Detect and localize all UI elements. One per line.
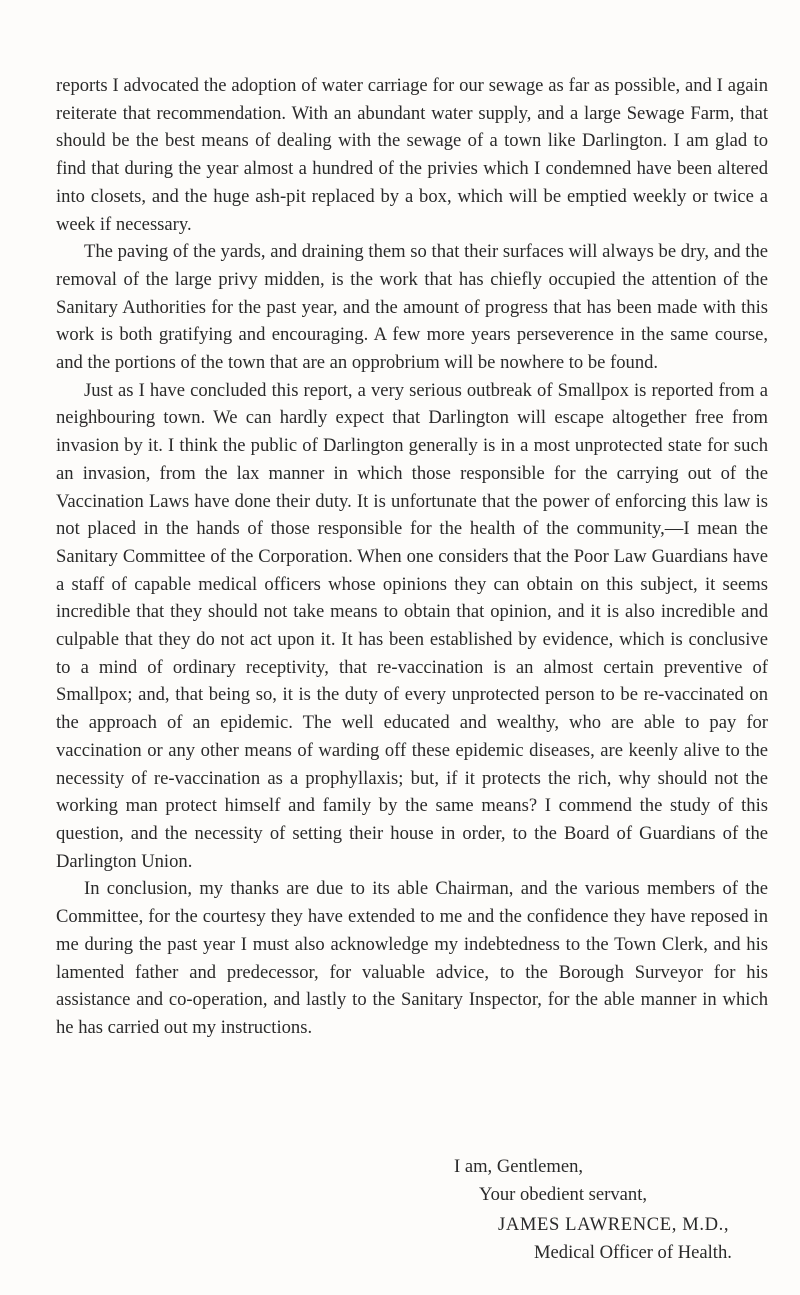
paragraph-paving-yards: The paving of the yards, and draining them so that their surfaces will always be dry, and the removal of the large privy midden, is the work that has chiefly occupied the attention of the Sanitary Authorities for the past year, and the amount of progress that has been made with this work is both gratifying and encouraging. A few more years perseverence in the same course, and the portions of the town that are an opprobrium will be nowhere to be found. [56, 241, 768, 374]
signature-name: JAMES LAWRENCE, M.D., [498, 1214, 730, 1235]
valediction: Your obedient servant, [479, 1184, 648, 1205]
paragraph-conclusion-thanks: In conclusion, my thanks are due to its able Chairman, and the various members of the Committee, for the courtesy they have extended to me and the confidence they have reposed in me during the past year I must also acknowledge my indebtedness to the Town Clerk, and his lamented father and predecessor, for valuable advice, to the Borough Surveyor for his assistance and co-operation, and lastly to the Sanitary Inspector, for the able manner in which he has carried out my instructions. [56, 878, 768, 1038]
salutation: I am, Gentlemen, [454, 1156, 584, 1177]
report-body [56, 72, 768, 1042]
paragraph-water-carriage: reports I advocated the adoption of water carriage for our sewage as far as possible, and I again reiterate that recommendation. With an abundant water supply, and a large Sewage Farm, that should be the best means of dealing with the sewage of a town like Darlington. I am glad to find that during the year almost a hundred of the privies which I condemned have been altered into closets, and the huge ash-pit replaced by a box, which will be emptied weekly or twice a week if necessary. [56, 75, 768, 235]
paragraph-smallpox-outbreak: Just as I have concluded this report, a very serious outbreak of Smallpox is reported from a neighbouring town. We can hardly expect that Darlington will escape altogether free from invasion by it. I think the public of Darlington generally is in a most unprotected state for such an invasion, from the lax manner in which those responsible for the carrying out of the Vaccination Laws have done their duty. It is unfortunate that the power of enforcing this law is not placed in the hands of those responsible for the health of the community,—I mean the Sanitary Committee of the Corporation. When one considers that the Poor Law Guardians have a staff of capable medical officers whose opinions they can obtain on this subject, it seems incredible that they should not take means to obtain that opinion, and it is also incredible and culpable that they do not act upon it. It has been established by evidence, which is conclusive to a mind of ordinary receptivity, that re-vaccination is an almost certain preventive of Smallpox; and, that being so, it is the duty of every unprotected person to be re-vaccinated on the approach of an epidemic. The well educated and wealthy, who are able to pay for vaccination or any other means of warding off these epidemic diseases, are keenly alive to the necessity of re-vaccination as a prophyllaxis; but, if it protects the rich, why should not the working man protect himself and family by the same means? I commend the study of this question, and the necessity of setting their house in order, to the Board of Guardians of the Darlington Union. [56, 379, 768, 872]
signature-title: Medical Officer of Health. [534, 1242, 732, 1263]
